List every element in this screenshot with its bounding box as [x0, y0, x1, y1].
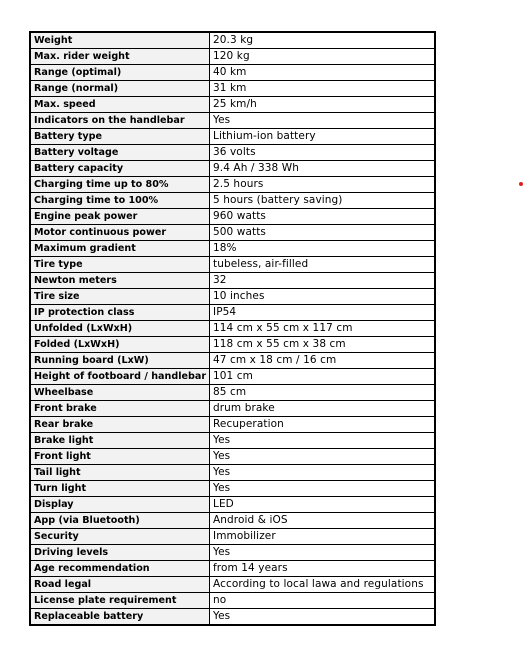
spec-value: LED — [210, 497, 436, 513]
spec-table — [29, 31, 436, 626]
spec-value: Yes — [210, 433, 436, 449]
spec-label: Weight — [30, 32, 210, 49]
red-dot-marker — [519, 182, 523, 186]
spec-value: 32 — [210, 273, 436, 289]
spec-label: License plate requirement — [30, 593, 210, 609]
spec-row — [30, 465, 435, 481]
spec-label: Front light — [30, 449, 210, 465]
spec-value: no — [210, 593, 436, 609]
spec-row — [30, 609, 435, 626]
spec-value: Yes — [210, 481, 436, 497]
spec-label: Height of footboard / handlebar — [30, 369, 210, 385]
spec-row — [30, 193, 435, 209]
spec-value: Recuperation — [210, 417, 436, 433]
spec-label: Road legal — [30, 577, 210, 593]
spec-label: Motor continuous power — [30, 225, 210, 241]
spec-value: Yes — [210, 113, 436, 129]
spec-row — [30, 337, 435, 353]
spec-row — [30, 49, 435, 65]
spec-label: Maximum gradient — [30, 241, 210, 257]
spec-label: Unfolded (LxWxH) — [30, 321, 210, 337]
spec-value: 20.3 kg — [210, 32, 436, 49]
spec-row — [30, 289, 435, 305]
spec-value: Yes — [210, 465, 436, 481]
spec-value: Android & iOS — [210, 513, 436, 529]
spec-label: Display — [30, 497, 210, 513]
spec-label: Front brake — [30, 401, 210, 417]
spec-label: Engine peak power — [30, 209, 210, 225]
spec-value: 101 cm — [210, 369, 436, 385]
spec-value: 31 km — [210, 81, 436, 97]
spec-row — [30, 225, 435, 241]
spec-label: Range (normal) — [30, 81, 210, 97]
spec-value: Yes — [210, 449, 436, 465]
spec-label: Rear brake — [30, 417, 210, 433]
spec-label: Tail light — [30, 465, 210, 481]
spec-value: drum brake — [210, 401, 436, 417]
spec-row — [30, 129, 435, 145]
spec-label: Security — [30, 529, 210, 545]
spec-label: Wheelbase — [30, 385, 210, 401]
spec-table-body — [30, 32, 435, 625]
spec-row — [30, 273, 435, 289]
spec-value: from 14 years — [210, 561, 436, 577]
spec-row — [30, 97, 435, 113]
spec-value: 118 cm x 55 cm x 38 cm — [210, 337, 436, 353]
spec-row — [30, 593, 435, 609]
spec-label: Max. speed — [30, 97, 210, 113]
spec-row — [30, 241, 435, 257]
spec-row — [30, 545, 435, 561]
spec-label: Battery voltage — [30, 145, 210, 161]
spec-row — [30, 145, 435, 161]
spec-value: According to local lawa and regulations — [210, 577, 436, 593]
spec-row — [30, 65, 435, 81]
spec-row — [30, 577, 435, 593]
spec-row — [30, 305, 435, 321]
spec-label: Running board (LxW) — [30, 353, 210, 369]
spec-label: Max. rider weight — [30, 49, 210, 65]
spec-value: 25 km/h — [210, 97, 436, 113]
spec-row — [30, 369, 435, 385]
spec-label: Range (optimal) — [30, 65, 210, 81]
spec-row — [30, 529, 435, 545]
spec-row — [30, 481, 435, 497]
spec-row — [30, 161, 435, 177]
spec-row — [30, 449, 435, 465]
spec-row — [30, 417, 435, 433]
spec-row — [30, 32, 435, 49]
spec-row — [30, 177, 435, 193]
spec-value: 114 cm x 55 cm x 117 cm — [210, 321, 436, 337]
spec-row — [30, 433, 435, 449]
spec-label: Charging time to 100% — [30, 193, 210, 209]
spec-value: 2.5 hours — [210, 177, 436, 193]
spec-row — [30, 209, 435, 225]
spec-row — [30, 513, 435, 529]
spec-value: 10 inches — [210, 289, 436, 305]
spec-row — [30, 257, 435, 273]
spec-label: Brake light — [30, 433, 210, 449]
spec-value: 9.4 Ah / 338 Wh — [210, 161, 436, 177]
spec-row — [30, 321, 435, 337]
spec-row — [30, 113, 435, 129]
spec-value: 85 cm — [210, 385, 436, 401]
spec-value: Yes — [210, 545, 436, 561]
spec-value: Lithium-ion battery — [210, 129, 436, 145]
spec-row — [30, 353, 435, 369]
spec-label: Folded (LxWxH) — [30, 337, 210, 353]
spec-label: Battery type — [30, 129, 210, 145]
spec-row — [30, 561, 435, 577]
spec-label: Driving levels — [30, 545, 210, 561]
spec-value: 120 kg — [210, 49, 436, 65]
spec-row — [30, 81, 435, 97]
spec-value: 36 volts — [210, 145, 436, 161]
spec-label: IP protection class — [30, 305, 210, 321]
spec-label: Battery capacity — [30, 161, 210, 177]
spec-row — [30, 497, 435, 513]
spec-label: Turn light — [30, 481, 210, 497]
spec-label: Replaceable battery — [30, 609, 210, 626]
spec-value: IP54 — [210, 305, 436, 321]
spec-value: Yes — [210, 609, 436, 626]
spec-value: 500 watts — [210, 225, 436, 241]
spec-value: 40 km — [210, 65, 436, 81]
spec-row — [30, 401, 435, 417]
spec-value: Immobilizer — [210, 529, 436, 545]
spec-label: App (via Bluetooth) — [30, 513, 210, 529]
spec-row — [30, 385, 435, 401]
spec-label: Charging time up to 80% — [30, 177, 210, 193]
spec-value: 960 watts — [210, 209, 436, 225]
spec-label: Tire type — [30, 257, 210, 273]
spec-label: Indicators on the handlebar — [30, 113, 210, 129]
spec-value: 5 hours (battery saving) — [210, 193, 436, 209]
spec-label: Age recommendation — [30, 561, 210, 577]
spec-value: 47 cm x 18 cm / 16 cm — [210, 353, 436, 369]
spec-value: 18% — [210, 241, 436, 257]
spec-label: Tire size — [30, 289, 210, 305]
spec-label: Newton meters — [30, 273, 210, 289]
spec-value: tubeless, air-filled — [210, 257, 436, 273]
